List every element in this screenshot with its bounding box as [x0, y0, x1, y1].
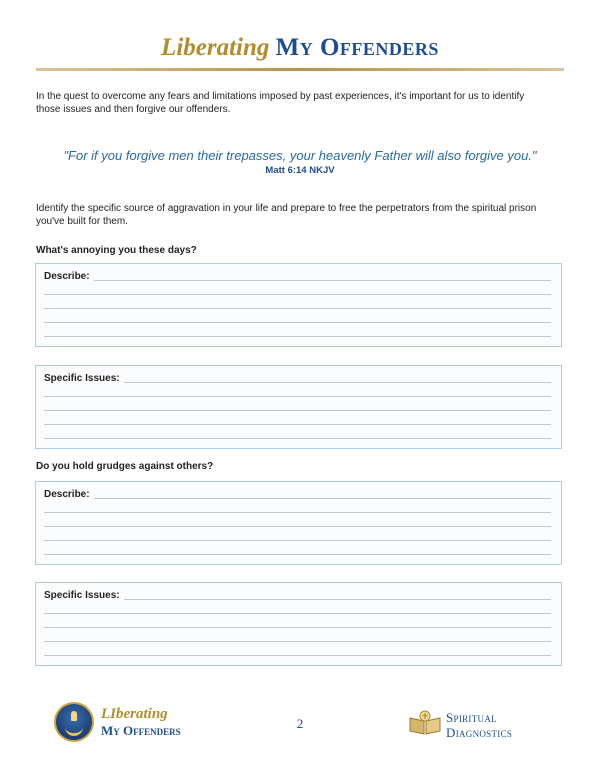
- instruction-paragraph: Identify the specific source of aggravation in your life and prepare to free the perpetrators from the spiritual prison you've built for them.: [36, 203, 537, 227]
- title-divider: [36, 68, 564, 71]
- title-my-offenders: My Offenders: [275, 34, 439, 61]
- writing-line[interactable]: [44, 294, 551, 295]
- specific-issues-label: Specific Issues:: [44, 373, 124, 384]
- writing-line[interactable]: [44, 540, 551, 541]
- specific-issues-label: Specific Issues:: [44, 590, 124, 601]
- writing-line[interactable]: [94, 498, 551, 499]
- logo-text-spiritual: Spiritual: [446, 710, 497, 725]
- writing-line[interactable]: [44, 554, 551, 555]
- writing-line[interactable]: [44, 655, 551, 656]
- writing-line[interactable]: [44, 308, 551, 309]
- logo-text-my-offenders: My Offenders: [101, 723, 181, 738]
- writing-line[interactable]: [44, 627, 551, 628]
- open-book-icon: [408, 710, 442, 736]
- page-number: 2: [296, 716, 304, 731]
- writing-line[interactable]: [44, 613, 551, 614]
- question-grudges: Do you hold grudges against others?: [36, 461, 214, 472]
- page-title: [0, 34, 600, 62]
- writing-line[interactable]: [44, 322, 551, 323]
- scripture-reference: Matt 6:14 NKJV: [265, 165, 335, 176]
- specific-issues-box-annoying[interactable]: [35, 365, 562, 449]
- writing-line[interactable]: [44, 641, 551, 642]
- describe-label: Describe:: [44, 271, 94, 282]
- writing-line[interactable]: [44, 526, 551, 527]
- logo-text-liberating: LIberating: [101, 706, 168, 722]
- spiritual-diagnostics-logo: [408, 707, 553, 743]
- writing-line[interactable]: [44, 410, 551, 411]
- writing-line[interactable]: [118, 599, 551, 600]
- writing-line[interactable]: [44, 438, 551, 439]
- title-liberating: Liberating: [161, 34, 270, 61]
- specific-issues-box-grudges[interactable]: [35, 582, 562, 666]
- scripture-quote: "For if you forgive men their trepasses, your heavenly Father will also forgive you.": [63, 148, 537, 163]
- logo-text-diagnostics: Diagnostics: [446, 725, 513, 740]
- describe-label: Describe:: [44, 489, 94, 500]
- writing-line[interactable]: [44, 396, 551, 397]
- describe-box-grudges[interactable]: [35, 481, 562, 565]
- writing-line[interactable]: [118, 382, 551, 383]
- intro-paragraph: In the quest to overcome any fears and limitations imposed by past experiences, it's important for us to identify those issues and then forgive our offenders.: [36, 91, 525, 115]
- writing-line[interactable]: [94, 280, 551, 281]
- describe-box-annoying[interactable]: [35, 263, 562, 347]
- writing-line[interactable]: [44, 336, 551, 337]
- writing-line[interactable]: [44, 512, 551, 513]
- writing-line[interactable]: [44, 424, 551, 425]
- question-annoying: What's annoying you these days?: [36, 245, 197, 256]
